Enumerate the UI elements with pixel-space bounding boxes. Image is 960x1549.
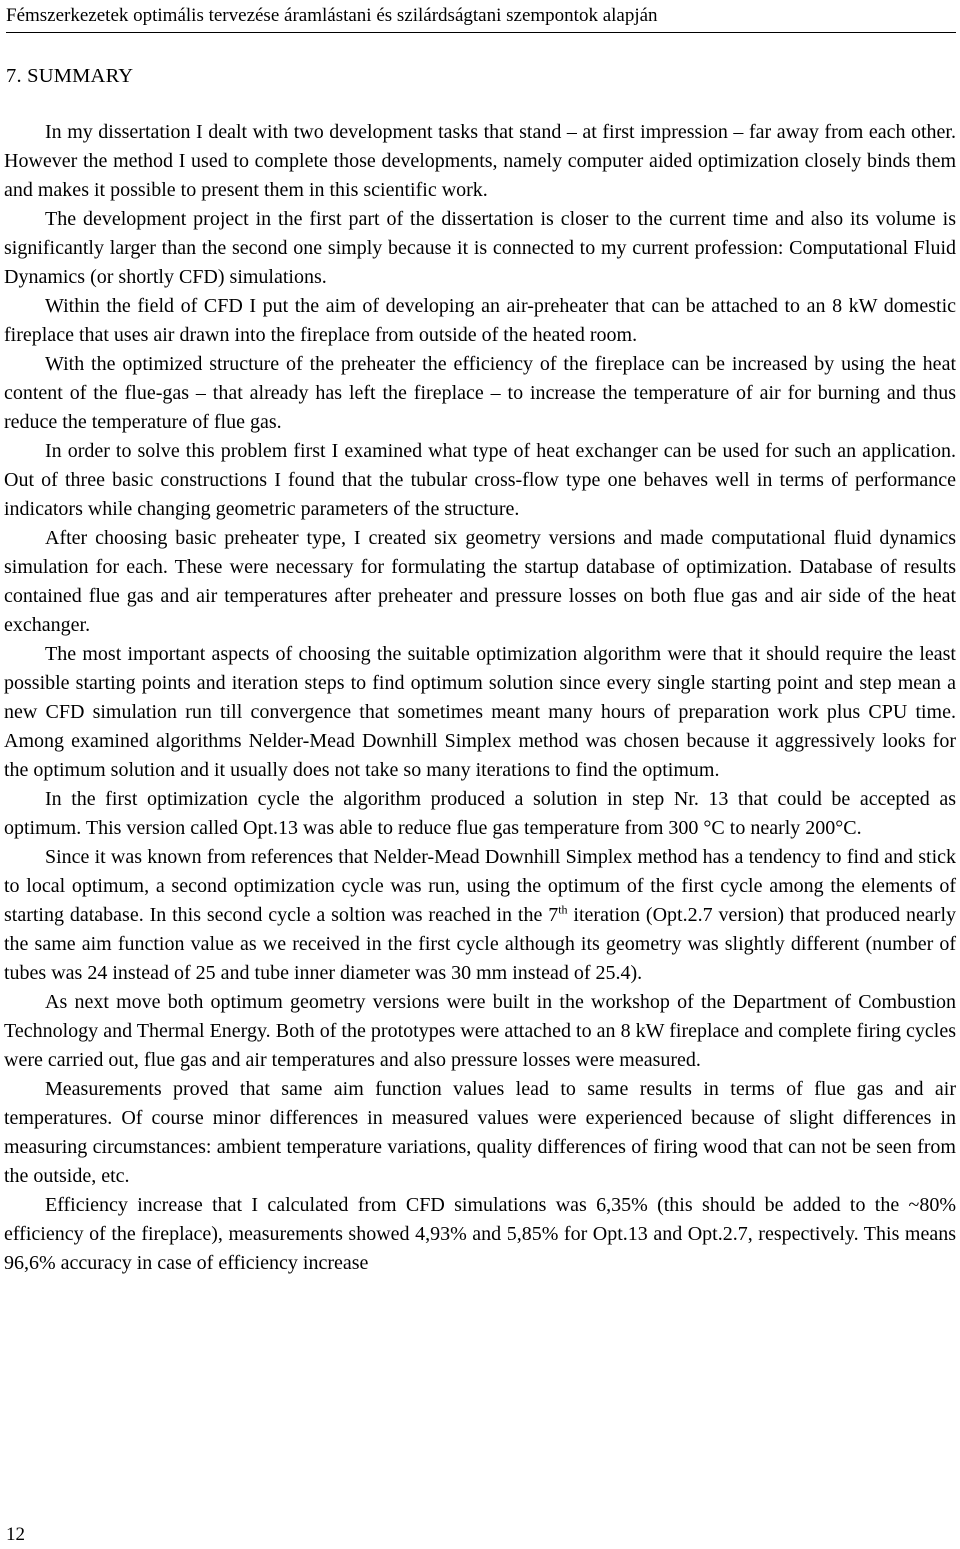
paragraph-first-cycle: In the first optimization cycle the algorithm produced a solution in step Nr. 13 that could be accepted as optimum. This version called Opt.13 was able to reduce flue gas temperature from 300 °C to nearly 200°C. bbox=[4, 788, 956, 839]
page-number: 12 bbox=[6, 1524, 25, 1545]
summary-body bbox=[4, 118, 956, 1278]
paragraph-intro: In my dissertation I dealt with two development tasks that stand – at first impression – far away from each other. However the method I used to complete those developments, namely computer aided optimization closely binds them and makes it possible to present them in this scientific work. bbox=[4, 121, 956, 201]
second-cycle-text-after: iteration (Opt.2.7 version) that produced nearly the same aim function value as we received in the first cycle although its geometry was slightly different (number of tubes was 24 instead of 25 and tube inner diameter was 30 mm instead of 25.4). bbox=[4, 904, 956, 984]
ordinal-suffix: th bbox=[558, 902, 568, 917]
second-cycle-text-before: Since it was known from references that Nelder-Mead Downhill Simplex method has a tendency to find and stick to local optimum, a second optimization cycle was run, using the optimum of the first cycle among the elements of starting database. In this second cycle a soltion was reached in the 7 bbox=[4, 846, 956, 926]
paragraph-efficiency: Efficiency increase that I calculated from CFD simulations was 6,35% (this should be added to the ~80% efficiency of the fireplace), measurements showed 4,93% and 5,85% for Opt.13 and Opt.2.7, respectively. This means 96,6% accuracy in case of efficiency increase bbox=[4, 1194, 956, 1274]
paragraph-algorithm-choice: The most important aspects of choosing the suitable optimization algorithm were that it should require the least possible starting points and iteration steps to find optimum solution since every single starting point and step mean a new CFD simulation run till convergence that sometimes meant many hours of preparation work plus CPU time. Among examined algorithms Nelder-Mead Downhill Simplex method was chosen because it aggressively looks for the optimum solution and it usually does not take so many iterations to find the optimum. bbox=[4, 643, 956, 781]
section-title: 7. SUMMARY bbox=[6, 65, 134, 87]
paragraph-second-cycle bbox=[4, 843, 956, 988]
running-header: Fémszerkezetek optimális tervezése áramlástani és szilárdságtani szempontok alapján bbox=[6, 4, 956, 33]
paragraph-geometry-versions: After choosing basic preheater type, I created six geometry versions and made computational fluid dynamics simulation for each. These were necessary for formulating the startup database of optimization. Database of results contained flue gas and air temperatures after preheater and pressure losses on both flue gas and air side of the heat exchanger. bbox=[4, 527, 956, 636]
paragraph-heat-exchanger-type: In order to solve this problem first I examined what type of heat exchanger can be used for such an application. Out of three basic constructions I found that the tubular cross-flow type one behaves well in terms of performance indicators while changing geometric parameters of the structure. bbox=[4, 440, 956, 520]
paragraph-measurements: Measurements proved that same aim function values lead to same results in terms of flue gas and air temperatures. Of course minor differences in measured values were experienced because of slight differences in measuring circumstances: ambient temperature variations, quality differences of firing wood that can not be seen from the outside, etc. bbox=[4, 1078, 956, 1187]
paragraph-prototypes: As next move both optimum geometry versions were built in the workshop of the Department of Combustion Technology and Thermal Energy. Both of the prototypes were attached to an 8 kW fireplace and complete firing cycles were carried out, flue gas and air temperatures and also pressure losses were measured. bbox=[4, 991, 956, 1071]
paragraph-development-project: The development project in the first part of the dissertation is closer to the current time and also its volume is significantly larger than the second one simply because it is connected to my current profession: Computational Fluid Dynamics (or shortly CFD) simulations. bbox=[4, 208, 956, 288]
paragraph-optimized-structure: With the optimized structure of the preheater the efficiency of the fireplace can be increased by using the heat content of the flue-gas – that already has left the fireplace – to increase the temperature of air for burning and thus reduce the temperature of flue gas. bbox=[4, 353, 956, 433]
paragraph-cfd-aim: Within the field of CFD I put the aim of developing an air-preheater that can be attached to an 8 kW domestic fireplace that uses air drawn into the fireplace from outside of the heated room. bbox=[4, 295, 956, 346]
